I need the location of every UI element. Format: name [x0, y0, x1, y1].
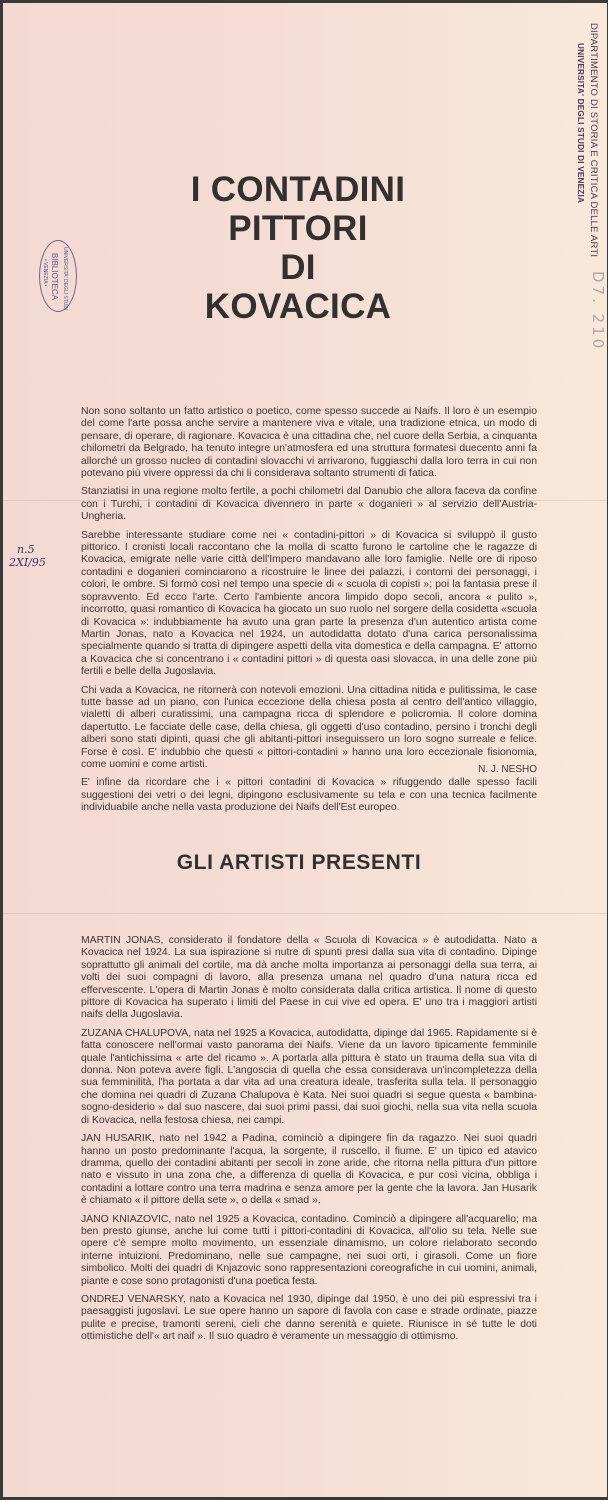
department-stamp-line2: UNIVERSITA' DEGLI STUDI DI VENEZIA — [576, 43, 585, 204]
author-signature: N. J. NESHO — [478, 764, 537, 775]
intro-paragraph: Stanziatisi in una regione molto fertile, a pochi chilometri dal Danubio che allora faceva da confine con i Turchi, i contadini di Kovacica divennero in parte « doganieri » al servizio dell'Austria-Ungheria. — [81, 486, 537, 523]
intro-text — [81, 406, 537, 821]
artist-entry: JAN HUSARIK, nato nel 1942 a Padina, cominciò a dipingere fin da ragazzo. Nei suoi quadri hanno un posto predominante l'acqua, la sorgente, il ruscello, il fiume. E' un tipico ed atavico dramma, quello dei contadini abitanti per secoli in zone aride, che ritorna nella pittura d'un pittore nato e vissuto in una zona che, a differenza di quella di Kovacica, e pur così vicina, obbliga i contadini a lottare contro una terra madrina e senza amore per la gente che la lavora. Jan Husarik è chiamato « il pittore della sete », o della « smad ». — [81, 1133, 537, 1207]
handwritten-note-line1: n.5 — [17, 543, 35, 556]
title-line: I CONTADINI — [190, 170, 406, 209]
fold-line — [3, 913, 607, 914]
artist-entry: MARTIN JONAS, considerato il fondatore della « Scuola di Kovacica » è autodidatta. Nato a Kovacica nel 1924. La sua ispirazione si nutre di spunti presi dalla sua vita di contadino. Dipinge soprattutto gli animali del cortile, ma dà anche molta importanza ai personaggi della sua terra, ai volti dei suoi compagni di lavoro, alla presenza umana nel quadro d'una natura ricca ed effervescente. L'opera di Martin Jonas è molto considerata dalla critica artistica. Il nome di questo pittore di Kovacica ha superato i limiti del Paese in cui vive ed opera. E' uno tra i maggiori artisti naifs della Jugoslavia. — [81, 935, 537, 1021]
section-title: GLI ARTISTI PRESENTI — [176, 851, 422, 874]
artist-entry: ZUZANA CHALUPOVA, nata nel 1925 a Kovacica, autodidatta, dipinge dal 1965. Rapidamente si è fatta conoscere nell'ormai vasto panorama dei Naifs. Viene da un lavoro tipicamente femminile quale l'antichissima « arte del ricamo ». A portarla alla pittura è stato un trauma della sua vita di donna. Non poteva avere figli. L'angoscia di quella che essa considerava un'incompletezza della sua femminilità, l'ha portata a dar vita ad una creatura ideale, trasferita sulla tela. Il personaggio che domina nei quadri di Zuzana Chalupova è Kata. Nei suoi quadri si segue questa « bambina-sogno-desiderio » dal suo nascere, dai suoi primi passi, dai suoi giochi, nella sua vita nella scuola di Kovacica, nella festosa chiesa, nei campi. — [81, 1027, 537, 1126]
page-title — [103, 170, 493, 326]
department-stamp-line1: DIPARTIMENTO DI STORIA E CRITICA DELLE ARTI — [588, 23, 599, 258]
title-line: DI — [280, 248, 316, 287]
document-page — [3, 3, 607, 1497]
library-stamp-bottom: • VENEZIA • — [42, 259, 48, 287]
library-stamp — [39, 240, 77, 312]
handwritten-note — [9, 543, 46, 569]
library-stamp-center: BIBLIOTECA — [50, 253, 59, 301]
title-line: PITTORI — [228, 209, 368, 248]
title-line: KOVACICA — [204, 287, 392, 326]
department-stamp — [568, 23, 608, 258]
intro-paragraph: E' infine da ricordare che i « pittori contadini di Kovacica » rifuggendo dalle spesso facili suggestioni dei vetri o dei legni, dipingono esclusivamente su tela e con una tecnica facilmente individuabile anche nella vasta produzione dei Naifs dell'Est europeo. — [81, 777, 537, 814]
intro-paragraph: Sarebbe interessante studiare come nei « contadini-pittori » di Kovacica si sviluppò il gusto pittorico. I cronisti locali raccontano che la molla di scatto furono le cartoline che le ragazze di Kovacica, emigrate nelle varie città dell'Impero mandavano alle loro famiglie. Nelle ore di riposo contadini e doganieri cominciarono a ricostruire le linee dei palazzi, i contorni dei personaggi, i colori, le ombre. Si formò così nel tempo una specie di « scuola di copisti »; poi la fantasia prese il sopravvento. Ed ecco l'arte. Certo l'ambiente ancora limpido dopo secoli, ancora « pulito », incorrotto, quasi romantico di Kovacica ha giocato un suo ruolo nel sorgere della cosidetta «scuola di Kovacica »: indubbiamente ha avuto una gran parte la presenza d'un autentico artista come Martin Jonas, nato a Kovacica nel 1924, un autodidatta dotato d'una carica personalissima specialmente quando si tratta di dipingere aspetti della vita domestica e della campagna. E' attorno a Kovacica che si concentrano i « contadini pittori » di questa oasi slovacca, in una delle zone più fertili e belle della Jugoslavia. — [81, 529, 537, 678]
handwritten-note-line2: 2XI/95 — [9, 556, 46, 569]
intro-paragraph: Chi vada a Kovacica, ne ritornerà con notevoli emozioni. Una cittadina nitida e pulitissima, le case tutte basse ad un piano, con l'unica eccezione della chiesa posta al centro dell'antico villaggio, vialetti di alberi curatissimi, una campagna ricca di splendore e policromia. Il colore domina dapertutto. Le facciate delle case, della chiesa, gli oggetti d'uso contadino, persino i tronchi degli alberi sono stati dipinti, quasi che gli abitanti-pittori inseguissero un loro sogno surreale e felice. Forse è così. E' indubbio che questi « pittori-contadini » hanno una loro eccezionale fisionomia, come uomini e come artisti. — [81, 684, 537, 770]
artist-entry: ONDREJ VENARSKY, nato a Kovacica nel 1930, dipinge dal 1950, è uno dei più espressivi tra i paesaggisti jugoslavi. Le sue opere hanno un sapore di favola con case e strade ordinate, piazze pulite e precise, tramonti sereni, cieli che danno serenità e quiete. Riunisce in sé tutte le doti ottimistiche dell'« art naif ». Il suo quadro è veramente un messaggio di ottimismo. — [81, 1293, 537, 1343]
artist-entry: JANO KNIAZOVIC, nato nel 1925 a Kovacica, contadino. Cominciò a dipingere all'acquarello; ma ben presto giunse, anche lui come tutti i pittori-contadini di Kovacica, all'olio su tela. Nelle sue opere c'è sempre molto movimento, un essenziale dinamismo, un colore rielaborato secondo interne intuizioni. Predominano, nelle sue campagne, nei suoi orti, i girasoli. Come un fiore simbolico. Molti dei quadri di Knjazovic sono rappresentazioni coreografiche in cui uomini, animali, piante e cose sono protagonisti d'una poetica festa. — [81, 1213, 537, 1287]
library-stamp-top: UNIVERSITA' DEGLI STUDI — [62, 247, 68, 311]
artists-list — [81, 935, 537, 1350]
handwritten-shelfmark: D7. 210 — [589, 271, 607, 352]
intro-paragraph: Non sono soltanto un fatto artistico o poetico, come spesso succede ai Naifs. Il loro è un esempio del come l'arte possa anche servire a mantenere viva e vitale, una tradizione etnica, un modo di pensare, di operare, di ragionare. Kovacica è una cittadina che, nel cuore della Serbia, a cinquanta chilometri da Belgrado, ha tenuto integre un'atmosfera ed una struttura formatesi duecento anni fa allorché un grosso nucleo di contadini slovacchi vi arrivarono, fuggiaschi dalla loro terra in cui non potevano più vivere oppressi da chi li considerava soltanto strumenti di fatica. — [81, 406, 537, 480]
